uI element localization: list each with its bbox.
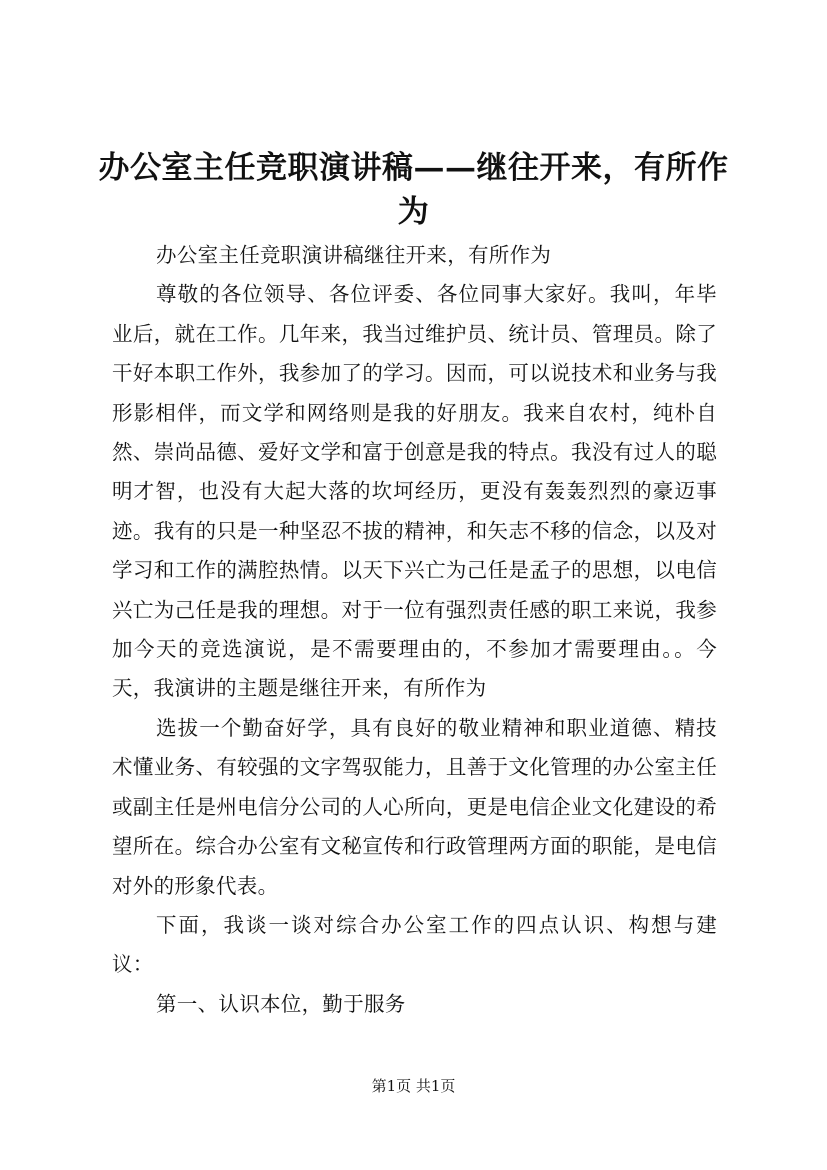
paragraph-heading-repeat: 办公室主任竞职演讲稿继往开来，有所作为 — [156, 243, 552, 267]
paragraph-selection: 选拔一个勤奋好学，具有良好的敬业精神和职业道德、精技术懂业务、有较强的文字驾驭能力，且善于文化管理的办公室主任或副主任是州电信分公司的人心所向，更是电信企业文化建设的希望所在。综合办公室有文秘宣传和行政管理两方面的职能，是电信对外的形象代表。 — [112, 715, 717, 898]
page-footer: 第1页 共1页 — [371, 1077, 456, 1095]
paragraph-transition: 下面，我谈一谈对综合办公室工作的四点认识、构想与建议： — [112, 912, 717, 977]
document-title: 办公室主任竞职演讲稿——继往开来，有所作为 — [98, 150, 729, 230]
document-body — [112, 236, 717, 1024]
paragraph-introduction: 尊敬的各位领导、各位评委、各位同事大家好。我叫，年毕业后，就在工作。几年来，我当过维护员、统计员、管理员。除了干好本职工作外，我参加了的学习。因而，可以说技术和业务与我形影相伴，而文学和网络则是我的好朋友。我来自农村，纯朴自然、崇尚品德、爱好文学和富于创意是我的特点。我没有过人的聪明才智，也没有大起大落的坎坷经历，更没有轰轰烈烈的豪迈事迹。我有的只是一种坚忍不拔的精神，和矢志不移的信念，以及对学习和工作的满腔热情。以天下兴亡为己任是孟子的思想，以电信兴亡为己任是我的理想。对于一位有强烈责任感的职工来说，我参加今天的竞选演说，是不需要理由的，不参加才需要理由。。今天，我演讲的主题是继往开来，有所作为 — [112, 282, 717, 701]
paragraph-point-one: 第一、认识本位，勤于服务 — [156, 991, 406, 1016]
